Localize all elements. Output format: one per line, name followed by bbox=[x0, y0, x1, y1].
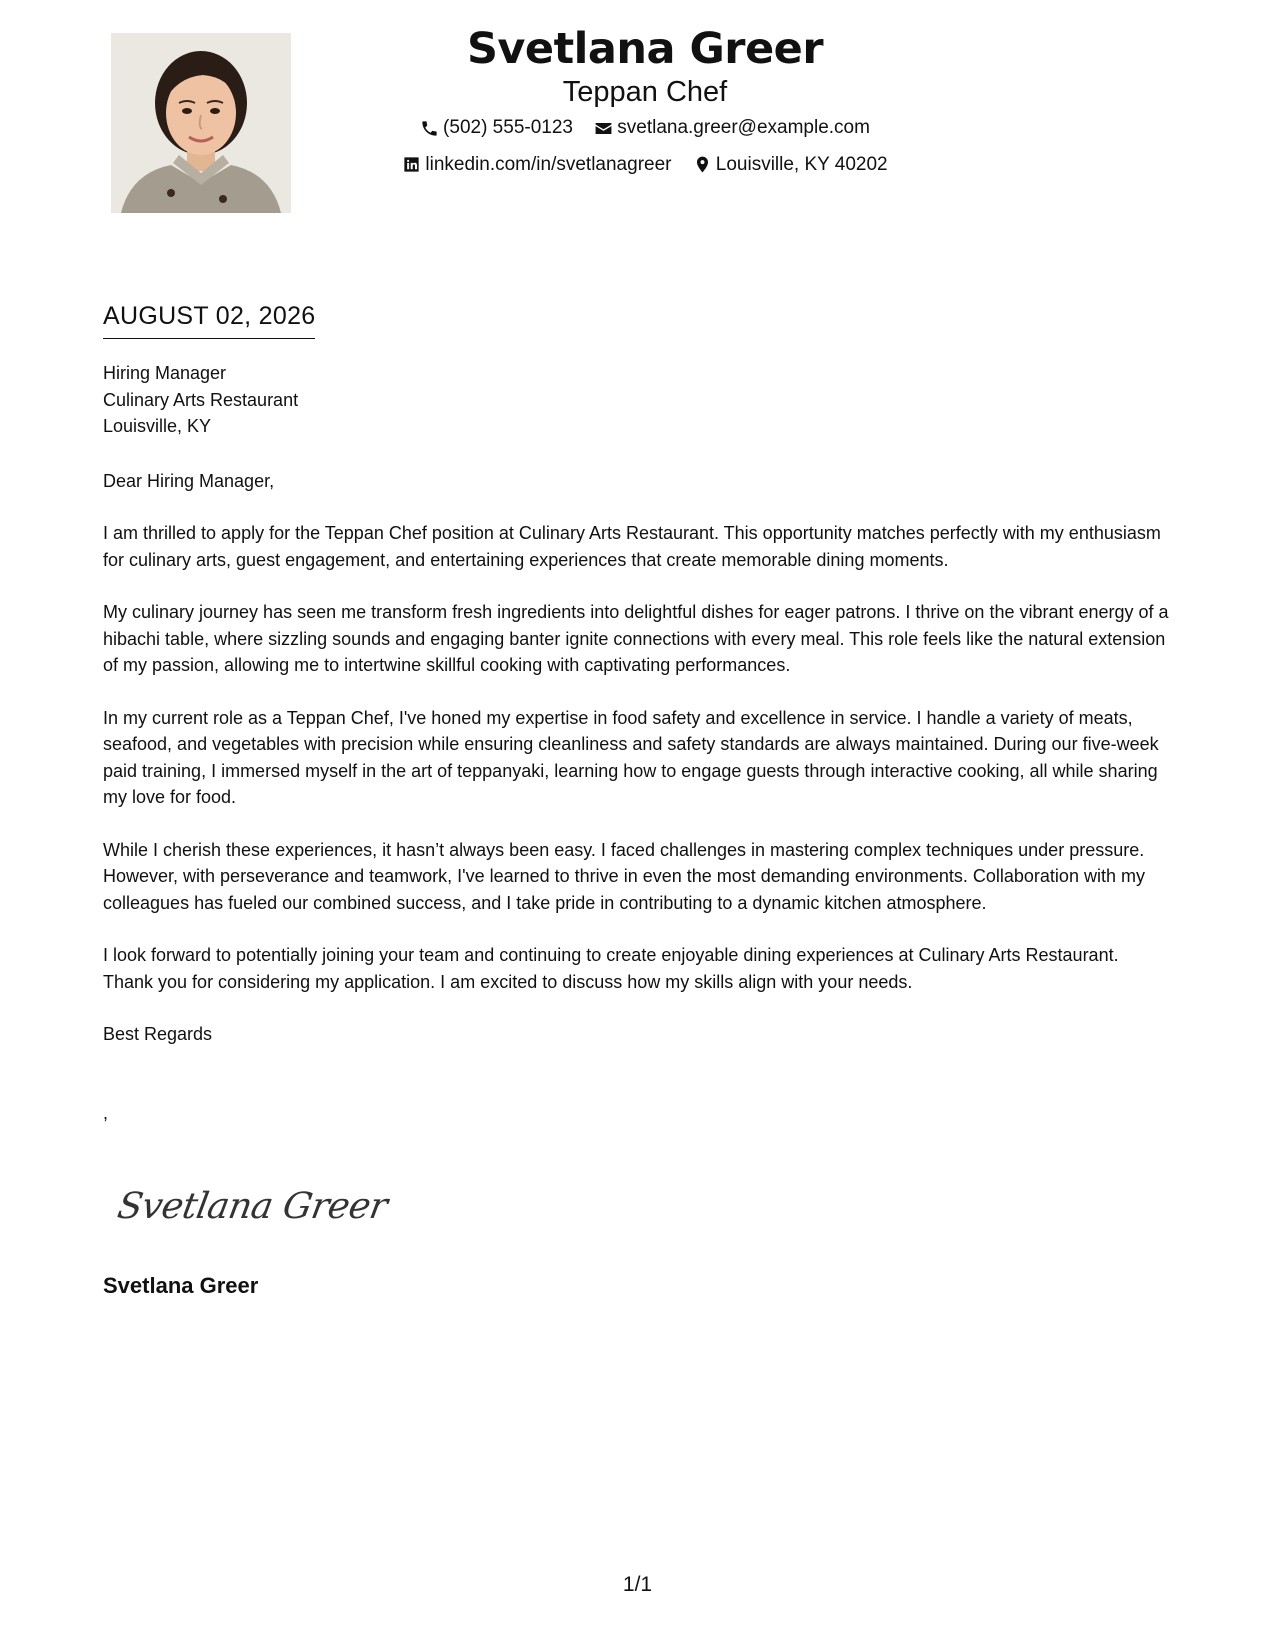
closing: Best Regards bbox=[103, 1024, 213, 1044]
body-paragraph: I am thrilled to apply for the Teppan Chef position at Culinary Arts Restaurant. This opportunity matches perfectly with my enthusiasm for culinary arts, guest engagement, and entertaining experiences that create memorable dining moments. bbox=[103, 523, 1161, 570]
header bbox=[340, 22, 950, 181]
signer-name: Svetlana Greer bbox=[103, 1273, 259, 1298]
contact-row-1 bbox=[340, 116, 950, 145]
location-text: Louisville, KY 40202 bbox=[715, 153, 888, 175]
body-paragraph: In my current role as a Teppan Chef, I've honed my expertise in food safety and excellence in service. I handle a variety of meats, seafood, and vegetables with precision while ensuring cleanliness and safety standards are always maintained. During our five-week paid training, I immersed myself in the art of teppanyaki, learning how to engage guests through interactive cooking, all while sharing my love for food. bbox=[103, 707, 1159, 807]
recipient-line: Culinary Arts Restaurant bbox=[103, 389, 299, 410]
linkedin-text[interactable]: linkedin.com/in/svetlanagreer bbox=[425, 153, 672, 175]
profile-photo bbox=[111, 33, 291, 213]
location-contact bbox=[693, 153, 888, 177]
letter-date: AUGUST 02, 2026 bbox=[103, 300, 315, 339]
email-text[interactable]: svetlana.greer@example.com bbox=[617, 117, 870, 138]
contact-row-2 bbox=[340, 153, 950, 182]
recipient-line: Louisville, KY bbox=[103, 416, 212, 436]
body-paragraph: I look forward to potentially joining your team and continuing to create enjoyable dining experiences at Culinary Arts Restaurant. Thank you for considering my application. I am excited to discuss how my skills align with your needs. bbox=[103, 945, 1119, 992]
phone-contact bbox=[420, 116, 573, 140]
closing-comma: , bbox=[103, 1102, 109, 1123]
body-paragraph: My culinary journey has seen me transform fresh ingredients into delightful dishes for eager patrons. I thrive on the vibrant energy of a hibachi table, where sizzling sounds and engaging banter ignite connections with every meal. This role feels like the natural extension of my passion, allowing me to intertwine skillful cooking with captivating performances. bbox=[103, 602, 1169, 675]
candidate-name: Svetlana Greer bbox=[466, 24, 824, 74]
portrait-image bbox=[111, 33, 291, 213]
letter-body bbox=[103, 360, 1173, 1126]
page-number: 1/1 bbox=[622, 1573, 653, 1596]
signature: Svetlana Greer bbox=[114, 1186, 391, 1227]
job-title: Teppan Chef bbox=[562, 76, 728, 108]
salutation: Dear Hiring Manager, bbox=[103, 470, 275, 491]
linkedin-contact[interactable] bbox=[402, 153, 671, 177]
recipient-line: Hiring Manager bbox=[103, 363, 227, 383]
phone-icon bbox=[420, 119, 439, 138]
phone-text: (502) 555-0123 bbox=[443, 117, 573, 138]
map-pin-icon bbox=[693, 155, 712, 174]
recipient-block bbox=[103, 360, 1173, 440]
email-contact[interactable] bbox=[594, 116, 870, 140]
body-paragraph: While I cherish these experiences, it hasn’t always been easy. I faced challenges in mastering complex techniques under pressure. However, with perseverance and teamwork, I've learned to thrive in even the most demanding environments. Collaboration with my colleagues has fueled our combined success, and I take pride in contributing to a dynamic kitchen atmosphere. bbox=[103, 839, 1145, 913]
linkedin-icon bbox=[402, 155, 421, 174]
envelope-icon bbox=[594, 119, 613, 138]
